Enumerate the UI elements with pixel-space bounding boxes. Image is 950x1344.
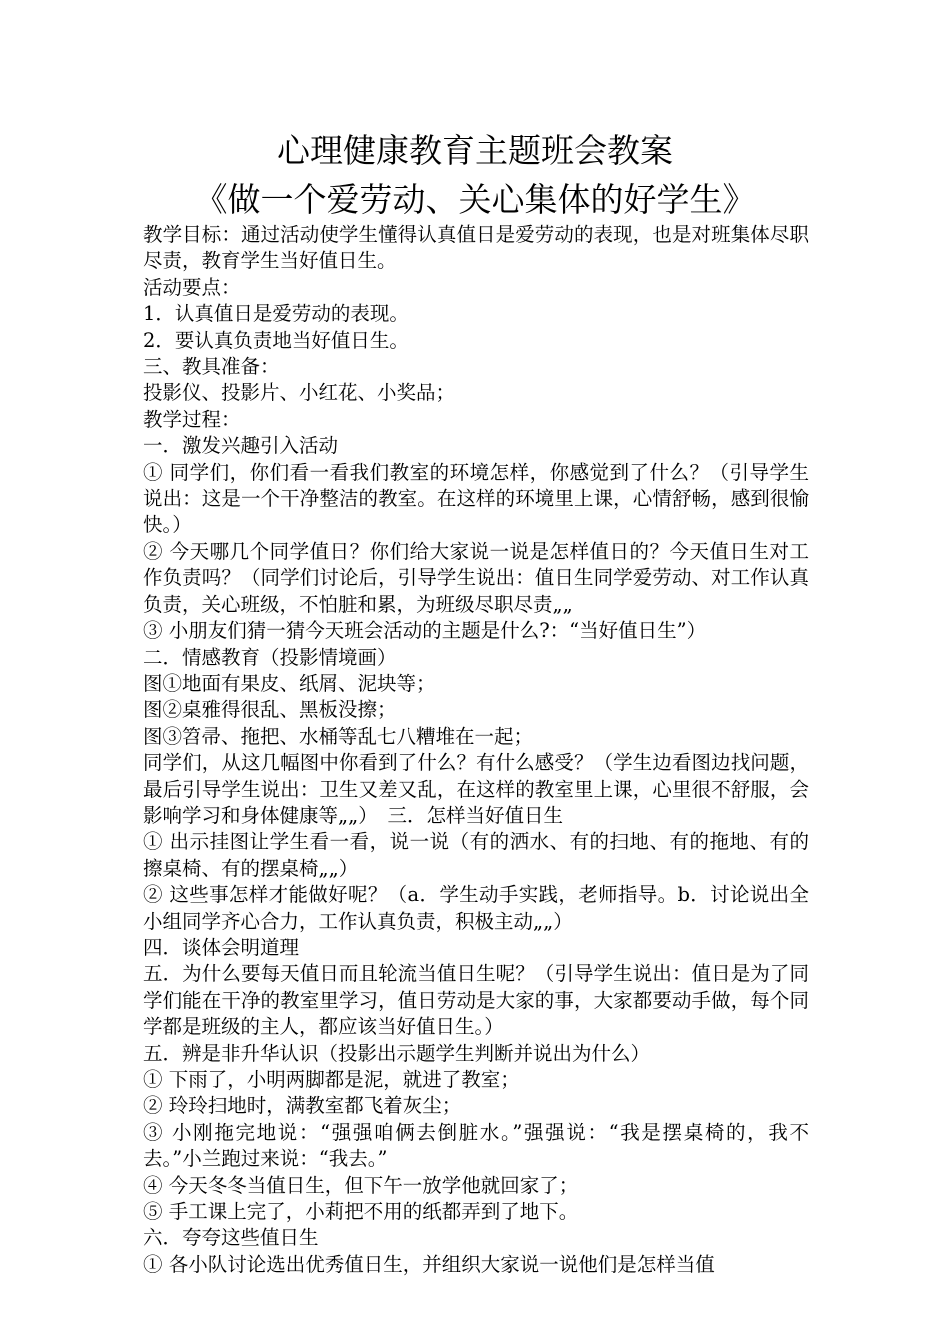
paragraph-activity-points-heading: 活动要点： bbox=[143, 275, 241, 299]
paragraph-point-2: 2．要认真负责地当好值日生。 bbox=[143, 328, 409, 352]
section-heading-5: 五．为什么要每天值日而且轮流当值日生呢？（引导学生说出：值日是为了同学们能在干净的教室里学习，值日劳动是大家的事，大家都要动手做，每个同学都是班级的主人，都应该当好值日生。） bbox=[143, 962, 809, 1039]
paragraph-materials: 投影仪、投影片、小红花、小奖品； bbox=[143, 381, 456, 405]
list-item: ④ 今天冬冬当值日生，但下午一放学他就回家了； bbox=[143, 1173, 579, 1197]
list-item: 图③笤帚、拖把、水桶等乱七八糟堆在一起； bbox=[143, 724, 534, 748]
paragraph-process-heading: 教学过程： bbox=[143, 407, 241, 431]
paragraph-discussion: 同学们，从这几幅图中你看到了什么？有什么感受？（学生边看图边找问题，最后引导学生说出：卫生又差又乱，在这样的教室里上课，心里很不舒服，会影响学习和身体健康等„„） 三．怎样当好值日生 bbox=[143, 751, 809, 827]
list-item: ③ 小朋友们猜一猜今天班会活动的主题是什么?：“当好值日生”） bbox=[143, 619, 707, 643]
section-heading-6: 六．夸夸这些值日生 bbox=[143, 1226, 319, 1250]
section-heading-4: 四．谈体会明道理 bbox=[143, 935, 300, 959]
list-item: ③ 小刚拖完地说：“强强咱俩去倒脏水。”强强说：“我是摆桌椅的，我不去。”小兰跑过来说：“我去。” bbox=[143, 1120, 809, 1171]
paragraph-materials-heading: 三、教具准备： bbox=[143, 355, 280, 379]
section-heading-5b: 五．辨是非升华认识（投影出示题学生判断并说出为什么） bbox=[143, 1041, 651, 1065]
document-title: 心理健康教育主题班会教案 bbox=[277, 131, 673, 170]
list-item: 图①地面有果皮、纸屑、泥块等； bbox=[143, 671, 436, 695]
list-item: ⑤ 手工课上完了，小莉把不用的纸都弄到了地下。 bbox=[143, 1200, 579, 1224]
list-item: 图②桌雅得很乱、黑板没擦； bbox=[143, 698, 397, 722]
list-item: ② 玲玲扫地时，满教室都飞着灰尘； bbox=[143, 1094, 462, 1118]
list-item: ① 下雨了，小明两脚都是泥，就进了教室； bbox=[143, 1068, 520, 1091]
section-heading-1: 一．激发兴趣引入活动 bbox=[143, 434, 339, 458]
list-item: ① 出示挂图让学生看一看，说一说（有的洒水、有的扫地、有的拖地、有的擦桌椅、有的摆桌椅„„） bbox=[143, 830, 809, 880]
list-item: ① 各小队讨论选出优秀值日生，并组织大家说一说他们是怎样当值 bbox=[143, 1252, 715, 1276]
list-item: ② 这些事怎样才能做好呢？（a．学生动手实践，老师指导。b．讨论说出全小组同学齐心合力，工作认真负责，积极主动„„） bbox=[143, 883, 809, 933]
section-heading-2: 二．情感教育（投影情境画） bbox=[143, 645, 397, 669]
document-subtitle: 《做一个爱劳动、关心集体的好学生》 bbox=[194, 180, 756, 219]
list-item: ① 同学们，你们看一看我们教室的环境怎样，你感觉到了什么？（引导学生说出：这是一个干净整洁的教室。在这样的环境里上课，心情舒畅，感到很愉快。） bbox=[143, 460, 809, 537]
list-item: ② 今天哪几个同学值日？你们给大家说一说是怎样值日的？今天值日生对工作负责吗？（同学们讨论后，引导学生说出：值日生同学爱劳动、对工作认真负责，关心班级，不怕脏和累，为班级尽职尽责„„ bbox=[143, 539, 809, 616]
document-body bbox=[143, 222, 809, 1278]
paragraph-point-1: 1．认真值日是爱劳动的表现。 bbox=[143, 302, 409, 326]
paragraph-teaching-goal: 教学目标：通过活动使学生懂得认真值日是爱劳动的表现，也是对班集体尽职尽责，教育学生当好值日生。 bbox=[143, 223, 809, 273]
